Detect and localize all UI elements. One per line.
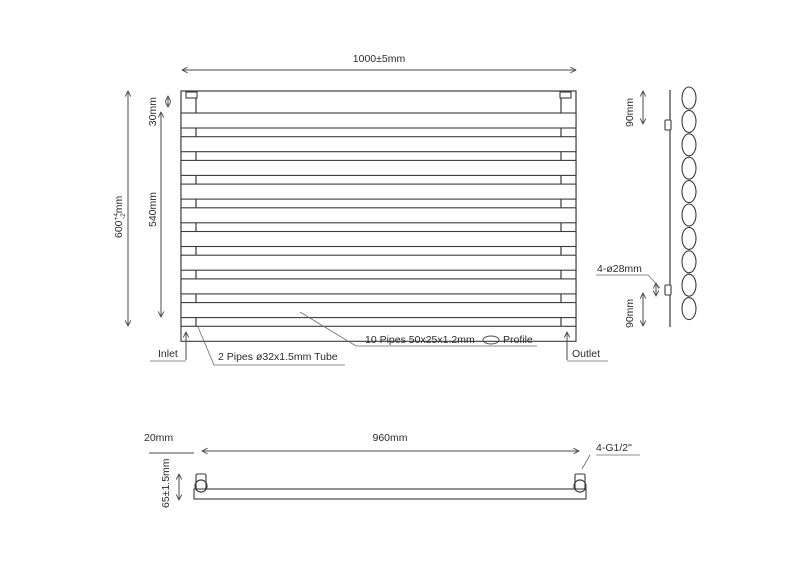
- side-profile-oval: [682, 110, 696, 132]
- side-profile-oval: [682, 227, 696, 249]
- side-profile-oval: [682, 134, 696, 156]
- inner-height-label: 540mm: [147, 191, 159, 227]
- side-profile-ovals: [682, 87, 696, 320]
- top-cap-right: [560, 92, 571, 98]
- profile-bar: [181, 232, 576, 247]
- thread-label: 4-G1/2": [596, 442, 632, 454]
- profile-bar: [181, 113, 576, 128]
- profile-bar: [181, 137, 576, 152]
- profile-bar: [181, 208, 576, 223]
- profile-label: 10 Pipes 50x25x1.2mm: [365, 334, 475, 346]
- side-profile-oval: [682, 251, 696, 273]
- inlet-label: Inlet: [158, 348, 178, 360]
- side-top-label: 90mm: [624, 97, 636, 127]
- side-profile-oval: [682, 298, 696, 320]
- side-profile-oval: [682, 157, 696, 179]
- profile-bar: [181, 160, 576, 175]
- side-bottom-label: 90mm: [624, 298, 636, 328]
- width-label: 1000±5mm: [352, 53, 406, 65]
- side-bracket-bottom: [665, 285, 671, 295]
- thread-leader-line: [582, 455, 590, 469]
- outlet-label: Outlet: [572, 348, 601, 360]
- profile-suffix: Profile: [503, 334, 533, 346]
- profile-bars: [181, 113, 576, 341]
- profile-bar: [181, 303, 576, 318]
- offset-label: 20mm: [144, 432, 174, 444]
- profile-bar: [181, 279, 576, 294]
- profile-bar: [181, 184, 576, 199]
- front-view: [113, 53, 608, 365]
- diameter-leader-line: [596, 275, 660, 288]
- profile-bar: [181, 255, 576, 270]
- depth-label: 65±1.5mm: [160, 458, 172, 508]
- side-profile-oval: [682, 181, 696, 203]
- side-profile-oval: [682, 274, 696, 296]
- side-view: [596, 87, 696, 328]
- center-label: 960mm: [372, 432, 408, 444]
- side-profile-oval: [682, 204, 696, 226]
- bottom-view: [144, 432, 640, 508]
- top-gap-label: 30mm: [147, 97, 159, 127]
- tube-label: 2 Pipes ø32x1.5mm Tube: [218, 351, 338, 363]
- diameter-label: 4-ø28mm: [597, 263, 642, 275]
- bottom-profile-bar: [194, 489, 586, 499]
- side-bracket-top: [665, 120, 671, 130]
- top-cap-left: [186, 92, 197, 98]
- height-label: $600^{+4}-2mm$: [113, 195, 127, 238]
- side-profile-oval: [682, 87, 696, 109]
